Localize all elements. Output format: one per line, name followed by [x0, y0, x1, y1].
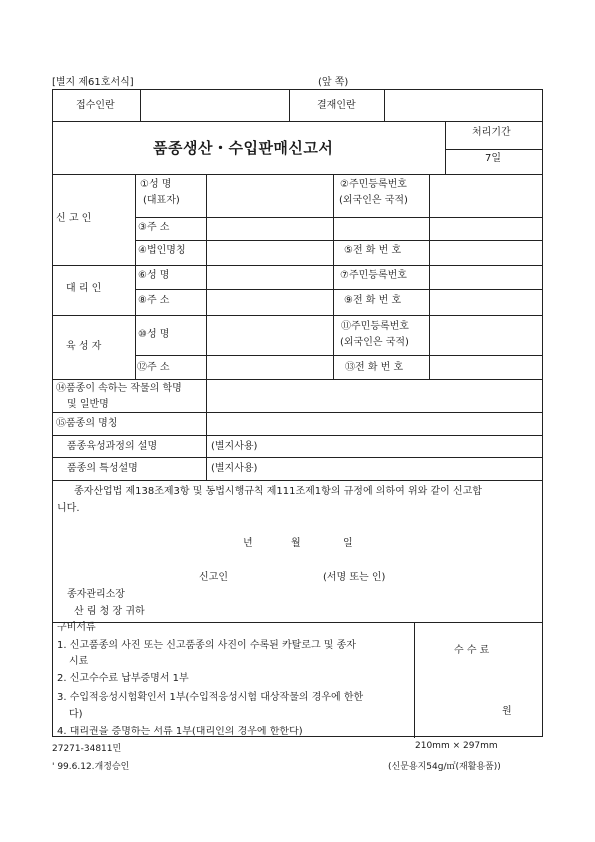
- reporter-address-label: ③주 소: [138, 222, 170, 233]
- breeding-process-value: (별지사용): [211, 441, 258, 452]
- row-divider: [53, 622, 542, 623]
- documents-heading: 구비서류: [57, 622, 96, 633]
- breeder-address-label: ⑫주 소: [137, 362, 170, 373]
- declaration-line-1: 종자산업법 제138조제3항 및 동법시행규칙 제111조제1항의 규정에 의하여 위와 같이 신고합: [74, 486, 482, 497]
- approval-date: ' 99.6.12.개정승인: [52, 762, 130, 772]
- row-divider: [135, 240, 542, 241]
- col-divider: [445, 121, 446, 174]
- form-number: [별지 제61호서식]: [52, 77, 134, 88]
- document-item-1: 1. 신고품종의 사진 또는 신고품종의 사진이 수록된 카탈로그 및 종자: [57, 640, 356, 651]
- col-divider: [135, 174, 136, 380]
- col-divider: [289, 90, 290, 121]
- document-item-1-cont: 시료: [69, 656, 89, 667]
- col-divider: [384, 90, 385, 121]
- row-divider: [53, 480, 542, 481]
- form-title: 품종생산・수입판매신고서: [153, 139, 334, 157]
- agent-phone-label: ⑨전 화 번 호: [344, 295, 402, 306]
- row-divider: [135, 289, 542, 290]
- row-divider: [53, 435, 542, 436]
- row-divider: [53, 412, 542, 413]
- reporter-name-label: ①성 명: [140, 179, 172, 190]
- document-item-4: 4. 대리권을 증명하는 서류 1부(대리인의 경우에 한한다): [57, 726, 303, 736]
- variety-traits-value: (별지사용): [211, 463, 258, 474]
- variety-traits-label: 품종의 특성설명: [67, 463, 138, 474]
- recipient-line-1: 종자관리소장: [67, 589, 125, 600]
- row-divider: [135, 217, 542, 218]
- reporter-representative-label: (대표자): [143, 195, 180, 206]
- reporter-corp-label: ④법인명칭: [138, 245, 186, 256]
- col-divider: [206, 174, 207, 480]
- page-side-label: (앞 쪽): [318, 77, 349, 88]
- col-divider: [140, 90, 141, 121]
- col-divider: [414, 622, 415, 738]
- row-divider: [135, 355, 542, 356]
- fee-label: 수 수 료: [454, 645, 490, 656]
- approval-column-label: 결재인란: [317, 100, 356, 111]
- breeder-id-label: ⑪주민등록번호: [341, 321, 409, 332]
- processing-period-value: 7일: [485, 153, 502, 164]
- row-divider: [53, 457, 542, 458]
- agent-address-label: ⑧주 소: [138, 295, 170, 306]
- breeder-phone-label: ⑬전 화 번 호: [345, 362, 404, 373]
- signature-hint: (서명 또는 인): [323, 572, 386, 583]
- document-item-3: 3. 수입적응성시험확인서 1부(수입적응성시험 대상작물의 경우에 한한: [57, 692, 364, 703]
- reporter-section-label: 신 고 인: [56, 213, 92, 224]
- breeding-process-label: 품종육성과정의 설명: [67, 441, 158, 452]
- row-divider: [53, 379, 542, 380]
- date-day-label: 일: [343, 538, 353, 549]
- agent-id-label: ⑦주민등록번호: [340, 270, 407, 281]
- signer-label: 신고인: [199, 572, 228, 583]
- col-divider: [333, 174, 334, 380]
- row-divider: [53, 265, 542, 266]
- date-year-label: 년: [243, 538, 253, 549]
- recipient-line-2: 산 림 청 장 귀하: [74, 606, 145, 617]
- row-divider: [53, 315, 542, 316]
- reporter-nationality-label: (외국인은 국적): [339, 195, 408, 206]
- form-code: 27271-34811민: [52, 744, 122, 754]
- breeder-section-label: 육 성 자: [66, 341, 102, 352]
- breeder-name-label: ⑩성 명: [138, 329, 170, 340]
- variety-name-label: ⑮품종의 명칭: [56, 418, 118, 429]
- processing-period-label: 처리기간: [472, 127, 511, 138]
- row-divider: [53, 174, 542, 175]
- paper-size: 210mm × 297mm: [415, 741, 498, 751]
- col-divider: [429, 174, 430, 380]
- fee-unit: 원: [502, 706, 512, 717]
- document-item-2: 2. 신고수수료 납부증명서 1부: [57, 673, 189, 684]
- agent-section-label: 대 리 인: [66, 283, 102, 294]
- receipt-column-label: 접수인란: [76, 100, 115, 111]
- declaration-line-2: 니다.: [57, 503, 80, 514]
- reporter-id-label: ②주민등록번호: [340, 179, 407, 190]
- breeder-nationality-label: (외국인은 국적): [340, 337, 409, 348]
- paper-type: (신문용지54g/㎡(재활용품)): [388, 762, 501, 772]
- reporter-phone-label: ⑤전 화 번 호: [344, 245, 402, 256]
- crop-scientific-name-label: ⑭품종이 속하는 작물의 학명: [56, 383, 182, 394]
- agent-name-label: ⑥성 명: [138, 270, 170, 281]
- crop-common-name-label: 및 일반명: [67, 399, 109, 410]
- document-item-3-cont: 다): [69, 709, 83, 720]
- row-divider: [53, 121, 542, 122]
- row-divider: [445, 149, 542, 150]
- date-month-label: 월: [291, 538, 301, 549]
